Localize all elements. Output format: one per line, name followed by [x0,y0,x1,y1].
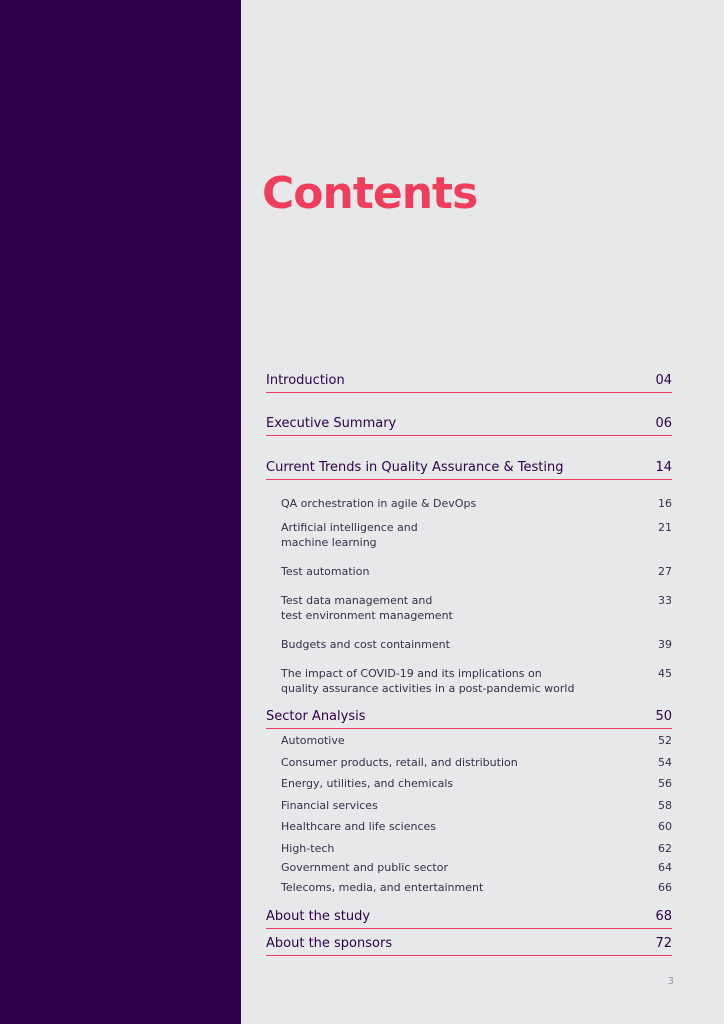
toc-subitem-page: 60 [658,820,672,833]
toc-section-page: 04 [655,373,672,388]
toc-subitem-label: High-tech [281,842,335,855]
toc-subitem-page: 39 [658,638,672,651]
toc-subitem-telecoms[interactable] [281,880,672,895]
sidebar-band [0,0,241,1024]
toc-section-sector-analysis[interactable] [266,705,672,729]
toc-subitem-test-data-management[interactable] [281,593,672,623]
toc-subitem-qa-orchestration[interactable] [281,496,672,511]
toc-section-label: Executive Summary [266,416,397,431]
toc-section-label: Introduction [266,373,345,388]
toc-subitem-financial-services[interactable] [281,798,672,813]
toc-subitem-label: Consumer products, retail, and distribution [281,756,518,769]
toc-subitem-label: Healthcare and life sciences [281,820,437,833]
toc-subitem-page: 54 [658,756,672,769]
toc-subitem-label: The impact of COVID-19 and its implications on quality assurance activities in a post-pandemic world [281,667,575,695]
toc-subitem-label: Test data management and test environment management [281,594,453,622]
toc-section-label: Sector Analysis [266,709,366,724]
toc-subitem-budgets[interactable] [281,637,672,652]
toc-subitem-healthcare[interactable] [281,819,672,834]
toc-subitem-page: 52 [658,734,672,747]
toc-subitem-page: 21 [658,521,672,534]
toc-section-current-trends[interactable] [266,456,672,480]
toc-section-label: Current Trends in Quality Assurance & Testing [266,460,564,475]
toc-section-label: About the study [266,909,371,924]
toc-subitem-page: 56 [658,777,672,790]
toc-subitem-automotive[interactable] [281,733,672,748]
toc-subitem-page: 66 [658,881,672,894]
toc-section-introduction[interactable] [266,369,672,393]
toc-section-about-study[interactable] [266,905,672,929]
toc-subitem-label: QA orchestration in agile & DevOps [281,497,477,510]
page-number: 3 [667,976,674,987]
toc-subitem-label: Artificial intelligence and machine learning [281,521,418,549]
toc-subitem-page: 62 [658,842,672,855]
toc-subitem-consumer-products[interactable] [281,755,672,770]
toc-section-page: 72 [655,936,672,951]
toc-section-executive-summary[interactable] [266,412,672,436]
toc-subitem-label: Telecoms, media, and entertainment [281,881,484,894]
toc-section-page: 06 [655,416,672,431]
toc-subitem-page: 16 [658,497,672,510]
toc-subitem-label: Automotive [281,734,345,747]
toc-subitem-label: Budgets and cost containment [281,638,450,651]
table-of-contents [266,0,672,1024]
toc-section-about-sponsors[interactable] [266,932,672,956]
toc-section-page: 14 [655,460,672,475]
toc-section-page: 68 [655,909,672,924]
toc-subitem-ai-ml[interactable] [281,520,672,550]
toc-section-page: 50 [655,709,672,724]
toc-subitem-label: Energy, utilities, and chemicals [281,777,454,790]
toc-subitem-energy[interactable] [281,776,672,791]
toc-subitem-covid-impact[interactable] [281,666,672,696]
toc-subitem-high-tech[interactable] [281,841,672,856]
toc-subitem-page: 64 [658,861,672,874]
page-title: Contents [262,168,478,219]
toc-section-label: About the sponsors [266,936,393,951]
toc-subitem-label: Government and public sector [281,861,448,874]
toc-subitem-label: Financial services [281,799,378,812]
toc-subitem-page: 27 [658,565,672,578]
toc-subitem-page: 45 [658,667,672,680]
toc-subitem-page: 33 [658,594,672,607]
toc-subitem-page: 58 [658,799,672,812]
toc-subitem-government[interactable] [281,860,672,875]
toc-subitem-test-automation[interactable] [281,564,672,579]
toc-subitem-label: Test automation [281,565,370,578]
